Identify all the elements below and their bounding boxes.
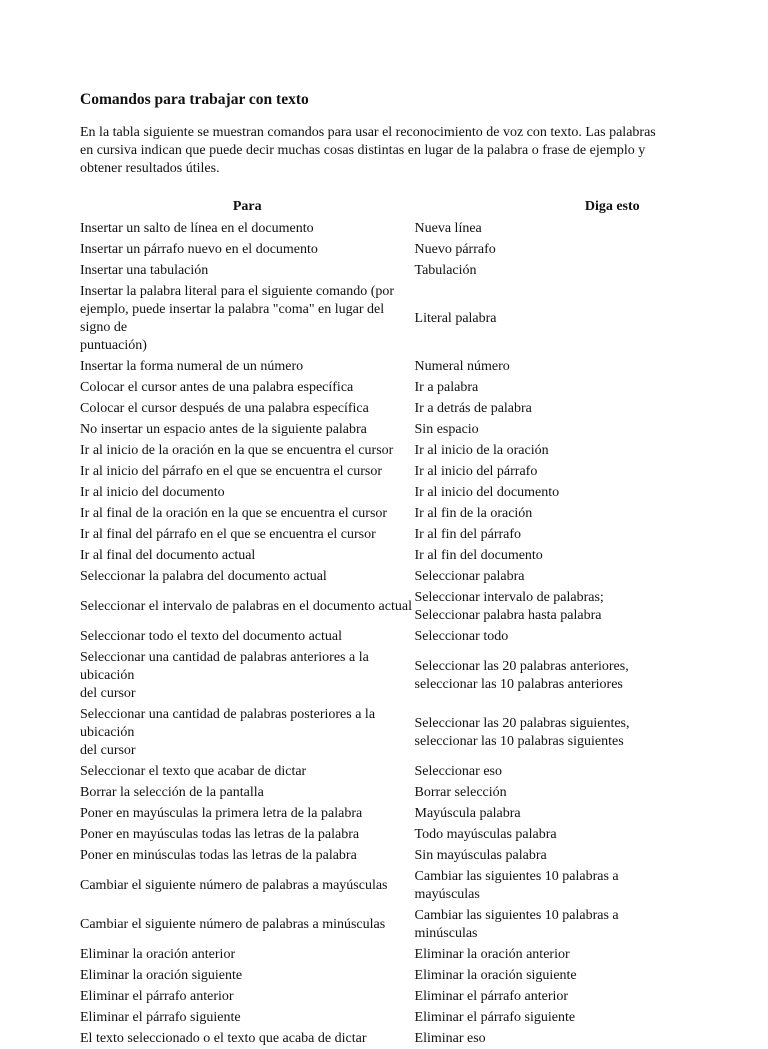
intro-line: En la tabla siguiente se muestran comandos para usar el reconocimiento de voz con texto. Las palabras bbox=[80, 125, 656, 140]
cell-para bbox=[80, 566, 415, 587]
table-row bbox=[80, 986, 720, 1007]
table-row bbox=[80, 461, 720, 482]
cell-diga-esto bbox=[415, 965, 720, 986]
cell-diga-line: Seleccionar palabra hasta palabra bbox=[414, 607, 602, 623]
cell-para bbox=[80, 419, 415, 440]
cell-para bbox=[80, 905, 415, 944]
cell-para-line: Ir al final del párrafo en el que se encuentra el cursor bbox=[80, 526, 376, 542]
table-row bbox=[80, 944, 720, 965]
cell-diga-line: Eliminar el párrafo anterior bbox=[414, 988, 569, 1004]
cell-diga-esto bbox=[415, 647, 720, 704]
cell-diga-esto bbox=[415, 782, 720, 803]
table-row bbox=[80, 503, 720, 524]
cell-para-line: Ir al inicio del documento bbox=[80, 484, 225, 500]
cell-para-line: Seleccionar el intervalo de palabras en el documento actual bbox=[80, 598, 412, 614]
table-row bbox=[80, 824, 720, 845]
cell-para bbox=[80, 398, 415, 419]
cell-diga-line: Seleccionar eso bbox=[414, 763, 502, 779]
cell-para bbox=[80, 626, 415, 647]
cell-diga-esto bbox=[415, 761, 720, 782]
cell-diga-line: Ir al fin de la oración bbox=[414, 505, 533, 521]
cell-para-line: Insertar un salto de línea en el documento bbox=[80, 220, 314, 236]
table-row bbox=[80, 524, 720, 545]
table-row bbox=[80, 782, 720, 803]
table-row bbox=[80, 761, 720, 782]
cell-para bbox=[80, 761, 415, 782]
cell-diga-esto bbox=[415, 461, 720, 482]
cell-para bbox=[80, 803, 415, 824]
cell-diga-line: Ir a palabra bbox=[414, 379, 479, 395]
cell-para bbox=[80, 587, 415, 626]
cell-para-line: del cursor bbox=[80, 685, 136, 701]
cell-diga-line: Seleccionar todo bbox=[414, 628, 509, 644]
header-diga-esto: Diga esto bbox=[584, 199, 640, 214]
cell-diga-esto bbox=[415, 419, 720, 440]
cell-diga-esto bbox=[415, 866, 720, 905]
table-row bbox=[80, 419, 720, 440]
cell-diga-line: Cambiar las siguientes 10 palabras a bbox=[414, 907, 619, 923]
page-title: Comandos para trabajar con texto bbox=[80, 91, 309, 108]
cell-para-line: Seleccionar la palabra del documento actual bbox=[80, 568, 327, 584]
cell-para bbox=[80, 545, 415, 566]
table-row bbox=[80, 377, 720, 398]
intro-line: en cursiva indican que puede decir muchas cosas distintas en lugar de la palabra o frase de ejemplo y bbox=[80, 143, 646, 158]
cell-para bbox=[80, 647, 415, 704]
cell-diga-line: Ir al inicio del documento bbox=[414, 484, 560, 500]
cell-para-line: Ir al final de la oración en la que se encuentra el cursor bbox=[80, 505, 388, 521]
cell-para-line: Poner en mayúsculas todas las letras de la palabra bbox=[80, 826, 360, 842]
cell-para-line: Insertar la palabra literal para el siguiente comando (por bbox=[80, 283, 395, 299]
cell-diga-esto bbox=[415, 986, 720, 1007]
intro-line: obtener resultados útiles. bbox=[80, 161, 220, 176]
table-row bbox=[80, 626, 720, 647]
cell-para-line: Insertar la forma numeral de un número bbox=[80, 358, 304, 374]
cell-diga-esto bbox=[415, 566, 720, 587]
cell-para bbox=[80, 824, 415, 845]
table-row bbox=[80, 704, 720, 761]
cell-diga-esto bbox=[415, 482, 720, 503]
commands-table bbox=[80, 197, 720, 1049]
cell-diga-esto bbox=[415, 587, 720, 626]
table-row bbox=[80, 239, 720, 260]
table-row bbox=[80, 845, 720, 866]
cell-para bbox=[80, 524, 415, 545]
cell-diga-esto bbox=[415, 803, 720, 824]
cell-diga-line: Ir al fin del documento bbox=[414, 547, 543, 563]
table-row bbox=[80, 647, 720, 704]
cell-para-line: ejemplo, puede insertar la palabra "coma" en lugar del signo de bbox=[80, 301, 385, 335]
cell-para-line: Insertar una tabulación bbox=[80, 262, 209, 278]
cell-diga-line: Sin mayúsculas palabra bbox=[414, 847, 547, 863]
cell-para bbox=[80, 866, 415, 905]
cell-para bbox=[80, 260, 415, 281]
cell-para bbox=[80, 218, 415, 239]
cell-diga-line: Literal palabra bbox=[414, 310, 497, 326]
cell-para bbox=[80, 461, 415, 482]
table-row bbox=[80, 866, 720, 905]
cell-diga-esto bbox=[415, 260, 720, 281]
cell-para bbox=[80, 845, 415, 866]
cell-para-line: Borrar la selección de la pantalla bbox=[80, 784, 264, 800]
cell-diga-esto bbox=[415, 905, 720, 944]
cell-diga-line: Nueva línea bbox=[414, 220, 482, 236]
cell-diga-esto bbox=[415, 281, 720, 356]
cell-para-line: Ir al final del documento actual bbox=[80, 547, 256, 563]
cell-para bbox=[80, 704, 415, 761]
table-row bbox=[80, 1007, 720, 1028]
cell-para-line: Eliminar la oración anterior bbox=[80, 946, 236, 962]
cell-diga-esto bbox=[415, 503, 720, 524]
cell-diga-esto bbox=[415, 218, 720, 239]
cell-para-line: Cambiar el siguiente número de palabras a mayúsculas bbox=[80, 877, 388, 893]
cell-para-line: Poner en mayúsculas la primera letra de la palabra bbox=[80, 805, 363, 821]
cell-para-line: Colocar el cursor después de una palabra específica bbox=[80, 400, 369, 416]
cell-diga-esto bbox=[415, 845, 720, 866]
table-row bbox=[80, 566, 720, 587]
cell-diga-line: seleccionar las 10 palabras siguientes bbox=[414, 733, 624, 749]
table-row bbox=[80, 281, 720, 356]
cell-para-line: No insertar un espacio antes de la siguiente palabra bbox=[80, 421, 367, 437]
cell-diga-line: Seleccionar palabra bbox=[414, 568, 525, 584]
cell-diga-line: Eliminar la oración anterior bbox=[414, 946, 570, 962]
cell-para-line: El texto seleccionado o el texto que acaba de dictar bbox=[80, 1030, 367, 1046]
cell-diga-esto bbox=[415, 704, 720, 761]
cell-diga-esto bbox=[415, 1028, 720, 1049]
table-row bbox=[80, 905, 720, 944]
cell-diga-line: Todo mayúsculas palabra bbox=[414, 826, 557, 842]
cell-para bbox=[80, 986, 415, 1007]
cell-para bbox=[80, 1007, 415, 1028]
cell-diga-esto bbox=[415, 440, 720, 461]
cell-para-line: Cambiar el siguiente número de palabras a minúsculas bbox=[80, 916, 386, 932]
cell-diga-line: Eliminar eso bbox=[414, 1030, 486, 1046]
cell-para-line: Ir al inicio de la oración en la que se encuentra el cursor bbox=[80, 442, 394, 458]
cell-diga-esto bbox=[415, 356, 720, 377]
cell-diga-line: minúsculas bbox=[414, 925, 478, 941]
cell-diga-esto bbox=[415, 1007, 720, 1028]
table-row bbox=[80, 587, 720, 626]
cell-diga-esto bbox=[415, 944, 720, 965]
cell-para-line: Seleccionar el texto que acabar de dictar bbox=[80, 763, 307, 779]
cell-para bbox=[80, 503, 415, 524]
cell-diga-line: Ir al inicio de la oración bbox=[414, 442, 549, 458]
cell-diga-line: Tabulación bbox=[414, 262, 477, 278]
table-row bbox=[80, 398, 720, 419]
cell-para bbox=[80, 377, 415, 398]
cell-para-line: Eliminar el párrafo siguiente bbox=[80, 1009, 241, 1025]
cell-para bbox=[80, 440, 415, 461]
cell-para-line: Eliminar el párrafo anterior bbox=[80, 988, 234, 1004]
table-row bbox=[80, 260, 720, 281]
cell-diga-line: Mayúscula palabra bbox=[414, 805, 521, 821]
cell-para-line: Seleccionar una cantidad de palabras posteriores a la ubicación bbox=[80, 706, 376, 740]
cell-diga-line: Sin espacio bbox=[414, 421, 479, 437]
table-row bbox=[80, 482, 720, 503]
cell-para bbox=[80, 944, 415, 965]
cell-diga-esto bbox=[415, 398, 720, 419]
cell-para-line: puntuación) bbox=[80, 337, 147, 353]
cell-para-line: Colocar el cursor antes de una palabra específica bbox=[80, 379, 354, 395]
cell-diga-line: Seleccionar las 20 palabras anteriores, bbox=[414, 658, 629, 674]
cell-para-line: Poner en minúsculas todas las letras de la palabra bbox=[80, 847, 357, 863]
table-row bbox=[80, 440, 720, 461]
table-row bbox=[80, 545, 720, 566]
cell-para bbox=[80, 356, 415, 377]
cell-para-line: Insertar un párrafo nuevo en el documento bbox=[80, 241, 318, 257]
cell-diga-line: Eliminar el párrafo siguiente bbox=[414, 1009, 576, 1025]
table-row bbox=[80, 1028, 720, 1049]
cell-para-line: Seleccionar todo el texto del documento actual bbox=[80, 628, 343, 644]
cell-para-line: Seleccionar una cantidad de palabras anteriores a la ubicación bbox=[80, 649, 369, 683]
cell-para bbox=[80, 482, 415, 503]
cell-diga-line: mayúsculas bbox=[414, 886, 480, 902]
table-row bbox=[80, 218, 720, 239]
table-header-row bbox=[80, 197, 720, 218]
table-row bbox=[80, 803, 720, 824]
cell-diga-line: Eliminar la oración siguiente bbox=[414, 967, 577, 983]
table-body bbox=[80, 218, 720, 1049]
cell-para bbox=[80, 239, 415, 260]
cell-para bbox=[80, 1028, 415, 1049]
cell-diga-esto bbox=[415, 545, 720, 566]
cell-diga-esto bbox=[415, 626, 720, 647]
header-para: Para bbox=[232, 199, 262, 214]
cell-diga-line: Ir al inicio del párrafo bbox=[414, 463, 538, 479]
cell-para bbox=[80, 965, 415, 986]
cell-diga-esto bbox=[415, 824, 720, 845]
cell-diga-esto bbox=[415, 524, 720, 545]
cell-diga-line: Seleccionar las 20 palabras siguientes, bbox=[414, 715, 630, 731]
cell-diga-line: seleccionar las 10 palabras anteriores bbox=[414, 676, 623, 692]
cell-diga-esto bbox=[415, 377, 720, 398]
cell-para-line: Eliminar la oración siguiente bbox=[80, 967, 243, 983]
cell-diga-line: Ir a detrás de palabra bbox=[414, 400, 532, 416]
table-row bbox=[80, 965, 720, 986]
cell-diga-line: Borrar selección bbox=[414, 784, 507, 800]
intro-paragraph bbox=[80, 124, 710, 178]
cell-diga-line: Seleccionar intervalo de palabras; bbox=[414, 589, 604, 605]
cell-para bbox=[80, 281, 415, 356]
table-row bbox=[80, 356, 720, 377]
cell-diga-line: Nuevo párrafo bbox=[414, 241, 496, 257]
cell-diga-esto bbox=[415, 239, 720, 260]
cell-para-line: del cursor bbox=[80, 742, 136, 758]
cell-diga-line: Ir al fin del párrafo bbox=[414, 526, 522, 542]
cell-diga-line: Cambiar las siguientes 10 palabras a bbox=[414, 868, 619, 884]
cell-para-line: Ir al inicio del párrafo en el que se encuentra el cursor bbox=[80, 463, 383, 479]
cell-diga-line: Numeral número bbox=[414, 358, 510, 374]
cell-para bbox=[80, 782, 415, 803]
